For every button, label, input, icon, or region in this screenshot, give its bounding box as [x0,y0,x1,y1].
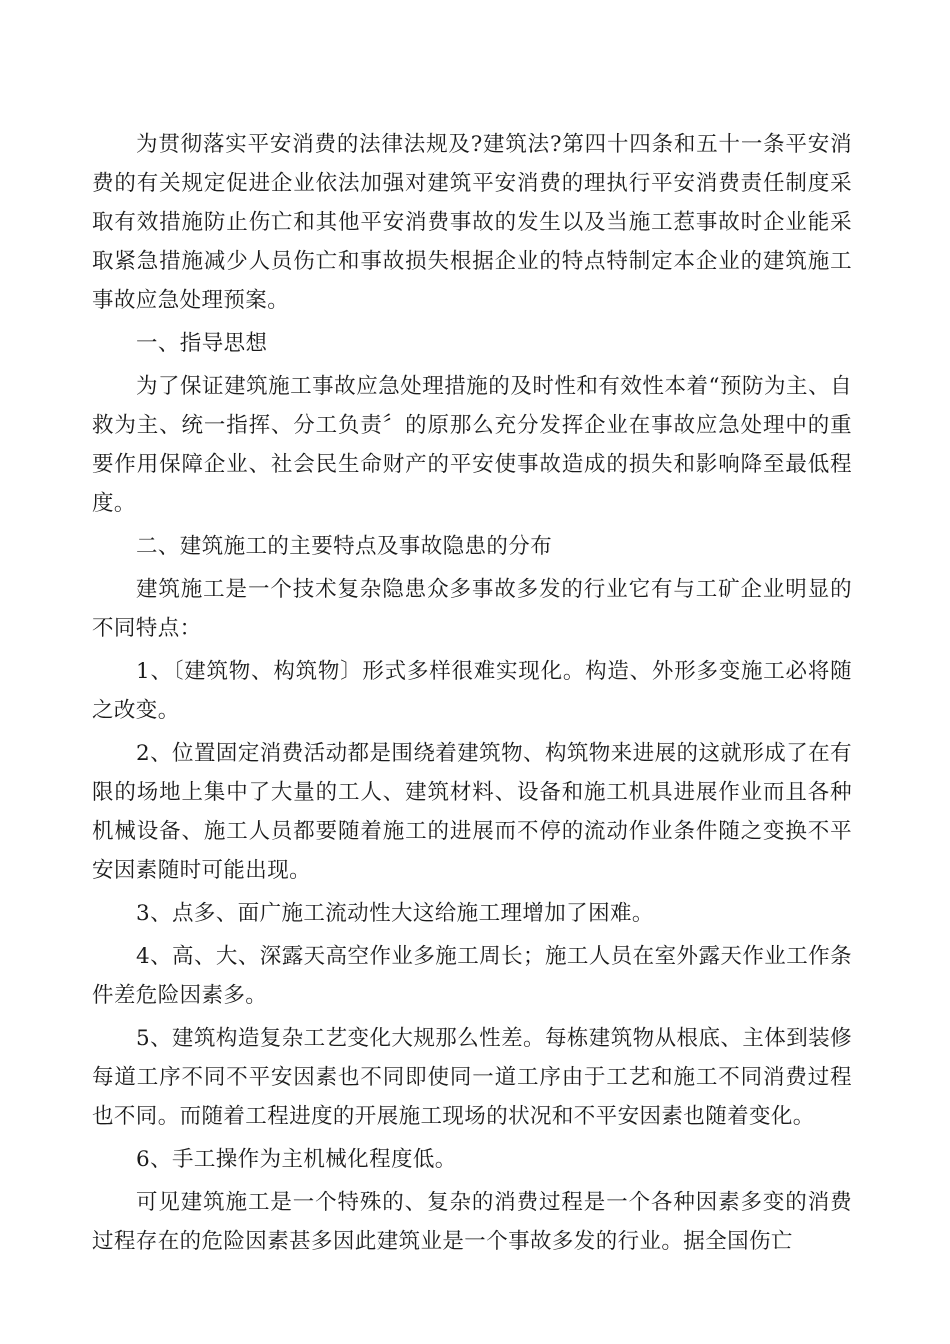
features-intro-paragraph: 建筑施工是一个技术复杂隐患众多事故多发的行业它有与工矿企业明显的不同特点： [92,577,852,641]
guiding-thought-paragraph: 为了保证建筑施工事故应急处理措施的及时性和有效性本着“预防为主、自救为主、统一指挥、分工负责〞的原那么充分发挥企业在事故应急处理中的重要作用保障企业、社会民生命财产的平安使事故造成的损失和影响降至最低程度。 [92,374,852,516]
intro-paragraph: 为贯彻落实平安消费的法律法规及?建筑法?第四十四条和五十一条平安消费的有关规定促进企业依法加强对建筑平安消费的理执行平安消费责任制度采取有效措施防止伤亡和其他平安消费事故的发生以及当施工惹事故时企业能采取紧急措施减少人员伤亡和事故损失根据企业的特点特制定本企业的建筑施工事故应急处理预案。 [92,132,852,313]
feature-item-5: 5、建筑构造复杂工艺变化大规那么性差。每栋建筑物从根底、主体到装修每道工序不同不平安因素也不同即使同一道工序由于工艺和施工不同消费过程也不同。而随着工程进度的开展施工现场的状况和不平安因素也随着变化。 [92,1026,852,1129]
conclusion-paragraph: 可见建筑施工是一个特殊的、复杂的消费过程是一个各种因素多变的消费过程存在的危险因素甚多因此建筑业是一个事故多发的行业。据全国伤亡 [92,1190,852,1254]
section-heading-features: 二、建筑施工的主要特点及事故隐患的分布 [136,534,553,559]
document-body [92,125,852,1261]
feature-item-3: 3、点多、面广施工流动性大这给施工理增加了困难。 [136,901,654,926]
feature-item-4: 4、高、大、深露天高空作业多施工周长；施工人员在室外露天作业工作条件差危险因素多。 [92,944,852,1008]
feature-item-1: 1、〔建筑物、构筑物〕形式多样很难实现化。构造、外形多变施工必将随之改变。 [92,659,852,723]
feature-item-2: 2、位置固定消费活动都是围绕着建筑物、构筑物来进展的这就形成了在有限的场地上集中了大量的工人、建筑材料、设备和施工机具进展作业而且各种机械设备、施工人员都要随着施工的进展而不停的流动作业条件随之变换不平安因素随时可能出现。 [92,741,852,883]
section-heading-guiding-thought: 一、指导思想 [136,331,268,356]
feature-item-6: 6、手工操作为主机械化程度低。 [136,1147,457,1172]
